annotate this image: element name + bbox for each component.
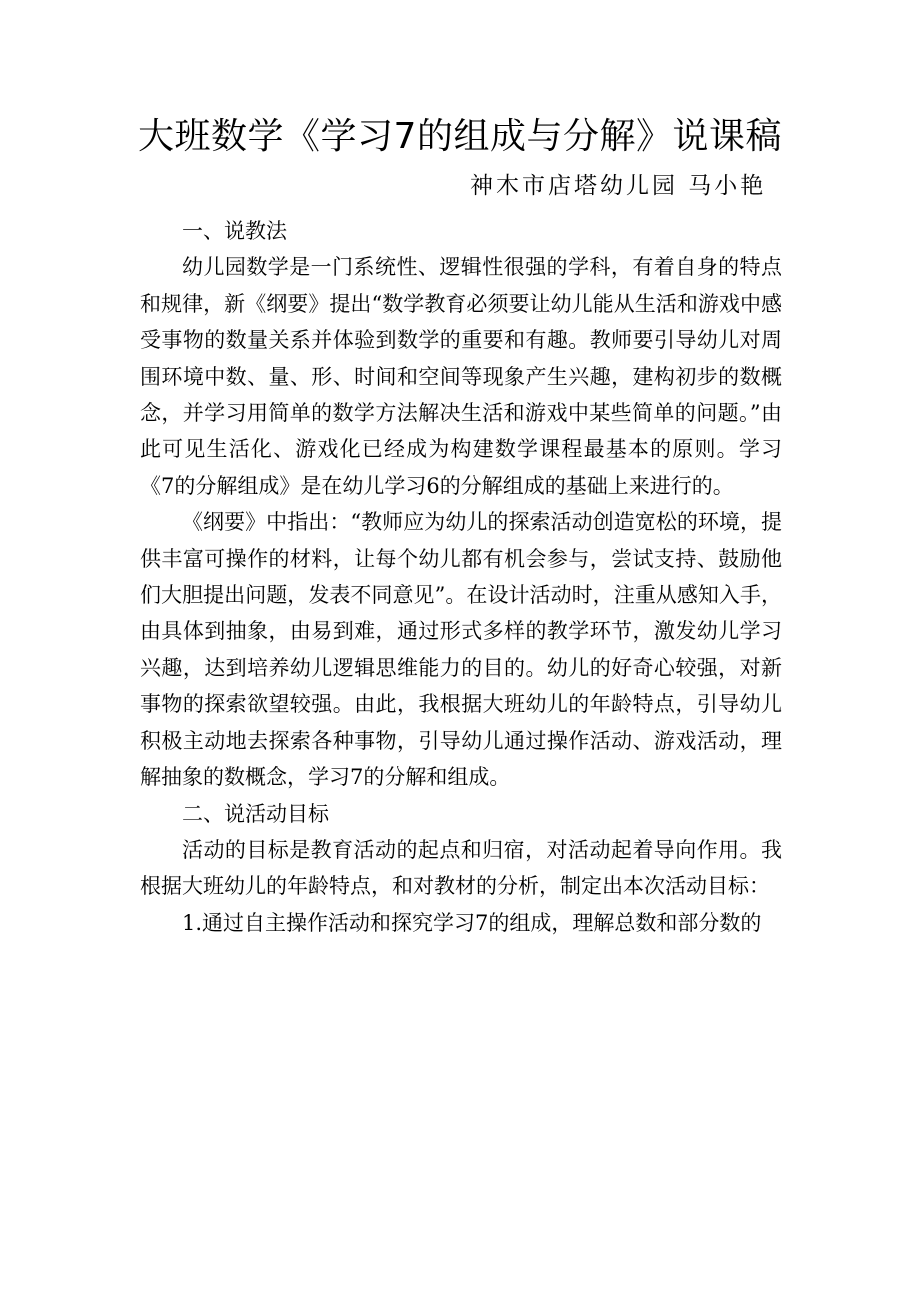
section-heading-teaching-method: 一、说教法 <box>182 219 287 243</box>
author-line: 神木市店塔幼儿园 马小艳 <box>470 173 767 199</box>
paragraph: 幼儿园数学是一门系统性、逻辑性很强的学科，有着自身的特点和规律，新《纲要》提出“数学教育必须要让幼儿能从生活和游戏中感受事物的数量关系并体验到数学的重要和有趣。教师要引导幼儿对周围环境中数、量、形、时间和空间等现象产生兴趣，建构初步的数概念，并学习用简单的数学方法解决生活和游戏中某些简单的问题。”由此可见生活化、游戏化已经成为构建数学课程最基本的原则。学习《7的分解组成》是在幼儿学习6的分解组成的基础上来进行的。 <box>140 255 782 498</box>
goal-item-1: 1.通过自主操作活动和探究学习7的组成，理解总数和部分数的 <box>182 910 762 935</box>
document-title: 大班数学《学习7的组成与分解》说课稿 <box>138 116 782 157</box>
paragraph: 《纲要》中指出：“教师应为幼儿的探索活动创造宽松的环境，提供丰富可操作的材料，让每个幼儿都有机会参与，尝试支持、鼓励他们大胆提出问题，发表不同意见”。在设计活动时，注重从感知入手，由具体到抽象，由易到难，通过形式多样的教学环节，激发幼儿学习兴趣，达到培养幼儿逻辑思维能力的目的。幼儿的好奇心较强，对新事物的探索欲望较强。由此，我根据大班幼儿的年龄特点，引导幼儿积极主动地去探索各种事物，引导幼儿通过操作活动、游戏活动，理解抽象的数概念，学习7的分解和组成。 <box>140 510 782 790</box>
paragraph: 活动的目标是教育活动的起点和归宿，对活动起着导向作用。我根据大班幼儿的年龄特点，和对教材的分析，制定出本次活动目标： <box>140 837 782 899</box>
section-heading-activity-goals: 二、说活动目标 <box>182 801 329 826</box>
document-body <box>140 213 782 941</box>
